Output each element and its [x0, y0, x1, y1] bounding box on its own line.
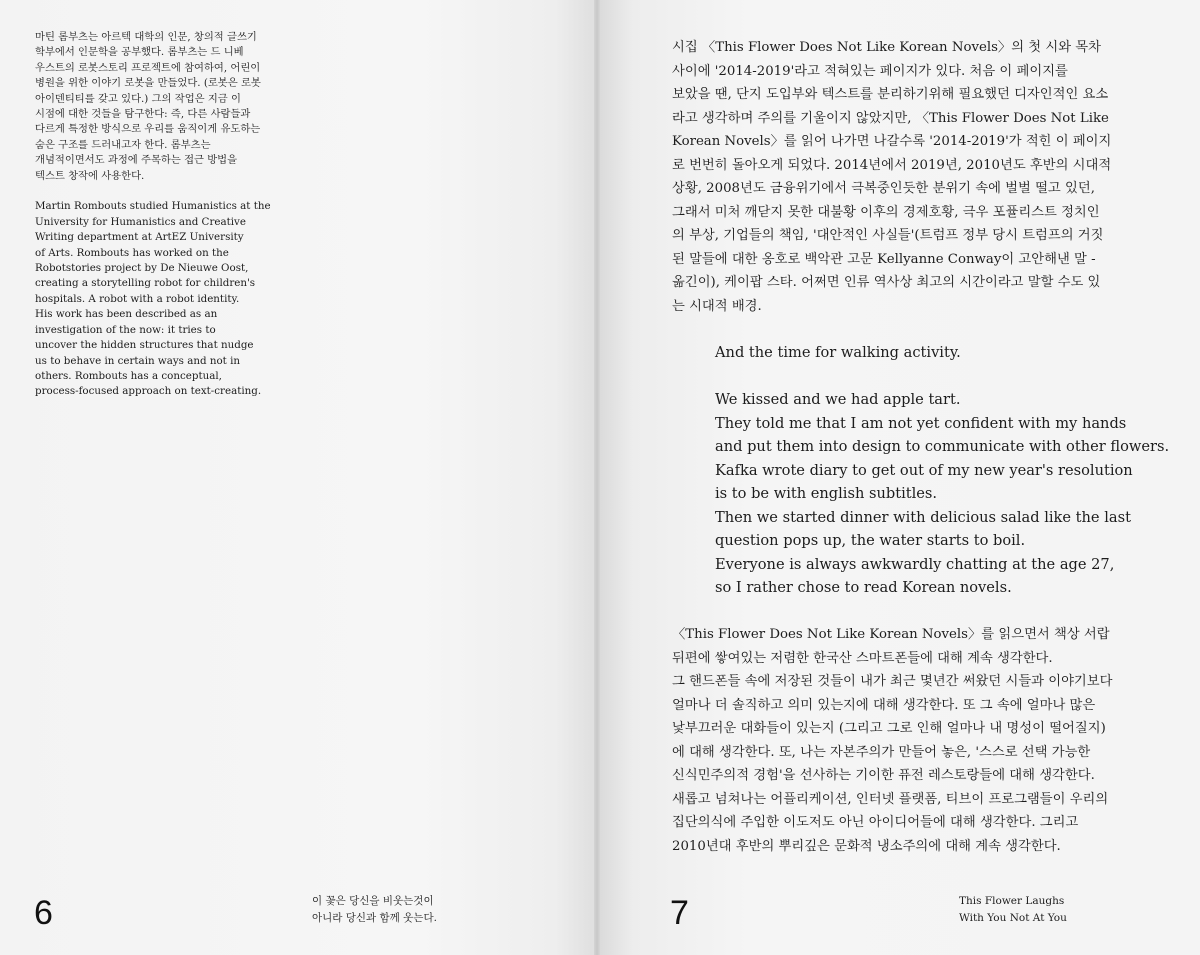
essay-line: 옮긴이), 케이팝 스타. 어쩌면 인류 역사상 최고의 시간이라고 말할 수도 있 [672, 275, 1101, 290]
bio-ko-line: 아이덴티티를 갖고 있다.) 그의 작업은 지금 이 [35, 92, 241, 105]
poem-line: is to be with english subtitles. [715, 485, 938, 502]
essay-line: 에 대해 생각한다. 또, 나는 자본주의가 만들어 놓은, '스스로 선택 가능한 [672, 744, 1091, 760]
essay-line: 집단의식에 주입한 이도저도 아닌 아이디어들에 대해 생각한다. 그리고 [672, 815, 1079, 830]
essay-line: 의 부상, 기업들의 책임, '대안적인 사실들'(트럼프 정부 당시 트럼프의 거짓 [672, 228, 1104, 243]
book-gutter [594, 0, 600, 955]
bio-korean [35, 30, 280, 184]
bio-ko-line: 우스트의 로봇스토리 프로젝트에 참여하여, 어린이 [35, 61, 261, 74]
bio-en-line: us to behave in certain ways and not in [35, 354, 241, 367]
essay-line: 는 시대적 배경. [672, 298, 762, 314]
essay-line: 신식민주의적 경험'을 선사하는 기이한 퓨전 레스토랑들에 대해 생각한다. [672, 768, 1095, 783]
bio-en-line: His work has been described as an [35, 308, 218, 321]
essay-line: 사이에 '2014-2019'라고 적혀있는 페이지가 있다. 처음 이 페이지를 [672, 63, 1068, 79]
bio-en-line: hospitals. A robot with a robot identity. [35, 292, 240, 305]
bio-en-line: process-focused approach on text-creating. [35, 385, 262, 398]
bio-en-line: Martin Rombouts studied Humanistics at the [35, 200, 271, 213]
page-number-right: 7 [670, 894, 689, 932]
bio-en-line: University for Humanistics and Creative [35, 215, 246, 228]
bio-en-line: Writing department at ArtEZ University [35, 231, 244, 244]
poem-line: And the time for walking activity. [715, 344, 961, 361]
essay-line: 된 말들에 대한 옹호로 백악관 고문 Kellyanne Conway이 고안해낸 말 - [672, 251, 1096, 267]
essay-paragraph-reflection [672, 623, 1172, 858]
running-text-line: 이 꽃은 당신을 비웃는것이 [312, 895, 434, 907]
essay-line: 시집 〈This Flower Does Not Like Korean Novels〉의 첫 시와 목차 [672, 40, 1101, 55]
stanza-gap [715, 365, 1185, 389]
running-text-line: 아니라 당신과 함께 웃는다. [312, 912, 437, 924]
bio-en-line: creating a storytelling robot for children's [35, 277, 256, 290]
running-text-right [959, 893, 1067, 927]
running-text-line: This Flower Laughs [959, 895, 1065, 907]
bio-ko-line: 시점에 대한 것들을 탐구한다: 즉, 다른 사람들과 [35, 108, 251, 121]
bio-en-line: others. Rombouts has a conceptual, [35, 369, 222, 382]
poem-line: Then we started dinner with delicious salad like the last [715, 508, 1131, 526]
essay-paragraph-intro [672, 36, 1172, 318]
poem-line: Everyone is always awkwardly chatting at the age 27, [715, 555, 1115, 573]
bio-en-line: investigation of the now: it tries to [35, 323, 216, 336]
right-page [597, 0, 1200, 955]
essay-line: 〈This Flower Does Not Like Korean Novels〉를 읽으면서 책상 서랍 [672, 627, 1110, 642]
poem-line: question pops up, the water starts to boil. [715, 532, 1026, 549]
running-text-line: With You Not At You [959, 912, 1067, 924]
essay-line: 새롭고 넘쳐나는 어플리케이션, 인터넷 플랫폼, 티브이 프로그램들이 우리의 [672, 791, 1109, 807]
paragraph-gap [35, 184, 280, 199]
essay-line: Korean Novels〉를 읽어 나가면 나갈수록 '2014-2019'가 적힌 이 페이지 [672, 134, 1112, 149]
bio-ko-line: 마틴 롬부츠는 아르텍 대학의 인문, 창의적 글쓰기 [35, 31, 257, 43]
page-number-left: 6 [34, 894, 53, 932]
essay-line: 로 번번히 돌아오게 되었다. 2014년에서 2019년, 2010년도 후반의 시대적 [672, 157, 1112, 173]
poem-line: We kissed and we had apple tart. [715, 391, 961, 408]
running-text-left [312, 893, 437, 927]
bio-ko-line: 개념적이면서도 과정에 주목하는 접근 방법을 [35, 154, 238, 167]
essay-line: 그래서 미처 깨닫지 못한 대불황 이후의 경제호황, 극우 포퓰리스트 정치인 [672, 204, 1100, 220]
poem-line: They told me that I am not yet confident with my hands [715, 414, 1127, 432]
essay-line: 보았을 땐, 단지 도입부와 텍스트를 분리하기위해 필요했던 디자인적인 요소 [672, 87, 1109, 102]
bio-ko-line: 텍스트 창작에 사용한다. [35, 169, 145, 182]
author-bio [35, 30, 280, 400]
poem-line: Kafka wrote diary to get out of my new year's resolution [715, 461, 1133, 479]
poem-excerpt [715, 341, 1185, 600]
essay-line: 얼마나 더 솔직하고 의미 있는지에 대해 생각한다. 또 그 속에 얼마나 많은 [672, 697, 1096, 713]
bio-en-line: uncover the hidden structures that nudge [35, 339, 254, 352]
essay-line: 상황, 2008년도 금융위기에서 극복중인듯한 분위기 속에 벌벌 떨고 있던, [672, 181, 1095, 196]
bio-en-line: Robotstories project by De Nieuwe Oost, [35, 262, 249, 275]
bio-ko-line: 학부에서 인문학을 공부했다. 롬부츠는 드 니베 [35, 46, 244, 59]
essay-line: 낯부끄러운 대화들이 있는지 (그리고 그로 인해 얼마나 내 명성이 떨어질지) [672, 721, 1106, 736]
bio-ko-line: 숨은 구조를 드러내고자 한다. 롬부츠는 [35, 138, 211, 151]
essay-line: 라고 생각하며 주의를 기울이지 않았지만, 〈This Flower Does Not Like [672, 110, 1109, 126]
essay-line: 그 핸드폰들 속에 저장된 것들이 내가 최근 몇년간 써왔던 시들과 이야기보다 [672, 674, 1113, 689]
poem-line: so I rather chose to read Korean novels. [715, 579, 1012, 596]
left-page [0, 0, 597, 955]
bio-ko-line: 병원을 위한 이야기 로봇을 만들었다. (로봇은 로봇 [35, 77, 261, 90]
bio-ko-line: 다르게 특정한 방식으로 우리를 움직이게 유도하는 [35, 123, 261, 136]
essay-line: 뒤편에 쌓여있는 저렴한 한국산 스마트폰들에 대해 계속 생각한다. [672, 650, 1053, 666]
essay-line: 2010년대 후반의 뿌리깊은 문화적 냉소주의에 대해 계속 생각한다. [672, 838, 1061, 854]
poem-line: and put them into design to communicate with other flowers. [715, 438, 1170, 455]
bio-en-line: of Arts. Rombouts has worked on the [35, 246, 229, 259]
bio-english [35, 199, 280, 399]
